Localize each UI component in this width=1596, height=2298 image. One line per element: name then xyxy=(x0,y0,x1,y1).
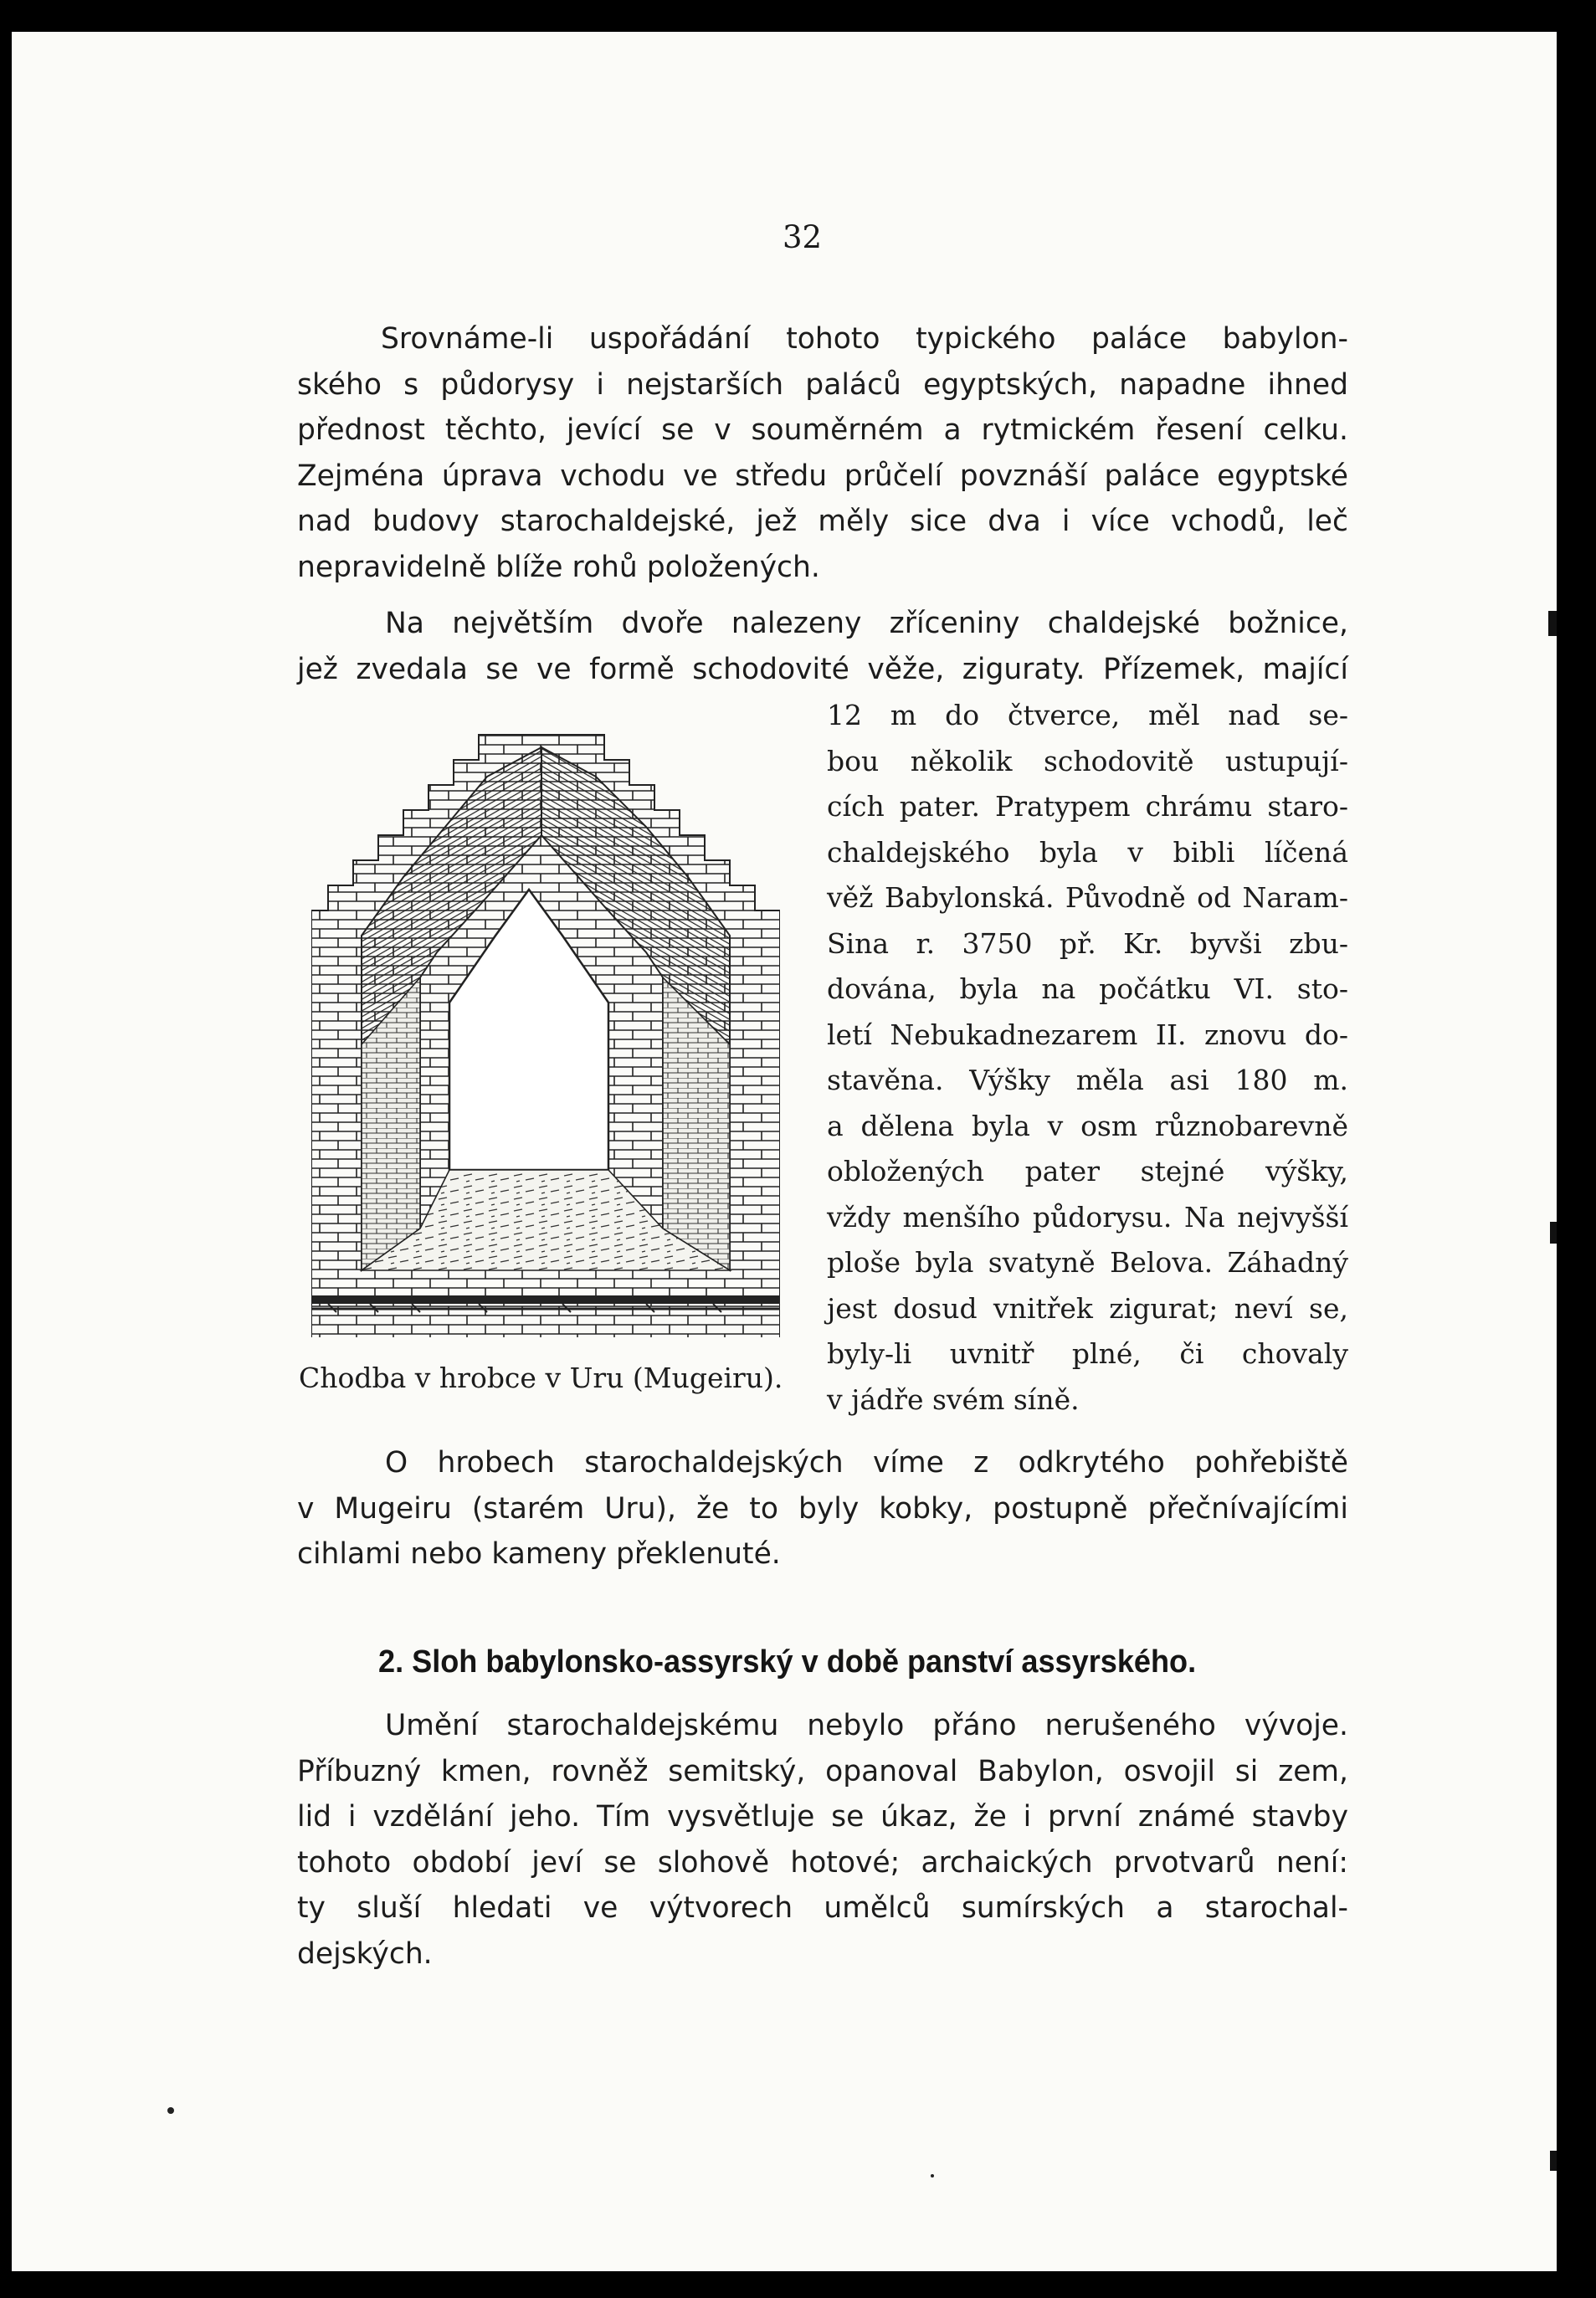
text-line: jež zvedala se ve formě schodovité věže, ziguraty. Přízemek, mající xyxy=(297,652,1348,686)
paragraph-ziggurat-side-column xyxy=(827,693,1348,1423)
scan-speck xyxy=(931,2174,934,2177)
text-line: cihlami nebo kameny překlenuté. xyxy=(297,1537,781,1571)
text-line: Zejména úprava vchodu ve středu průčelí povznáší paláce egyptské xyxy=(297,459,1348,493)
paragraph-palace-comparison xyxy=(297,316,1348,590)
text-line: v jádře svém síně. xyxy=(827,1382,1080,1416)
scan-edge-mark xyxy=(1550,2151,1557,2171)
text-line: tohoto období jeví se slohově hotové; archaických prvotvarů není: xyxy=(297,1845,1348,1880)
text-line: Umění starochaldejskému nebylo přáno nerušeného vývoje. xyxy=(385,1709,1348,1742)
text-line: Sina r. 3750 př. Kr. byvši zbu- xyxy=(827,926,1348,960)
paragraph-tombs xyxy=(297,1440,1348,1577)
text-line: jest dosud vnitřek zigurat; neví se, xyxy=(827,1291,1348,1325)
figure-caption: Chodba v hrobce v Uru (Mugeiru). xyxy=(299,1362,783,1394)
text-line: věž Babylonská. Původně od Naram- xyxy=(827,881,1348,914)
scan-edge-mark xyxy=(1550,1222,1557,1244)
page-number: 32 xyxy=(783,219,823,255)
text-line: O hrobech starochaldejských víme z odkrytého pohřebiště xyxy=(385,1446,1348,1480)
text-line: obložených pater stejné výšky, xyxy=(827,1155,1348,1187)
paragraph-babylonian-assyrian-style xyxy=(297,1703,1348,1977)
text-line: a dělena byla v osm různobarevně xyxy=(827,1109,1348,1142)
text-line: lid i vzdělání jeho. Tím vysvětluje se úkaz, že i první známé stavby xyxy=(297,1800,1348,1834)
text-line: dejských. xyxy=(297,1936,433,1971)
text-line: ty sluší hledati ve výtvorech umělců sumírských a starochal- xyxy=(297,1891,1348,1925)
text-line: nepravidelně blíže rohů položených. xyxy=(297,550,820,584)
text-line: v Mugeiru (starém Uru), že to byly kobky, postupně přečnívajícími xyxy=(297,1491,1348,1526)
text-line: ského s půdorysy i nejstarších paláců egyptských, napadne ihned xyxy=(297,367,1348,402)
section-heading: 2. Sloh babylonsko-assyrský v době panství assyrského. xyxy=(378,1644,1197,1680)
text-line: chaldejského byla v bibli líčená xyxy=(827,835,1348,869)
text-line: byly-li uvnitř plné, či chovaly xyxy=(827,1337,1348,1370)
text-line: Příbuzný kmen, rovněž semitský, opanoval Babylon, osvojil si zem, xyxy=(297,1754,1348,1788)
text-line: přednost těchto, jevící se v souměrném a rytmickém řesení celku. xyxy=(297,413,1348,447)
paragraph-ziggurat xyxy=(297,601,1348,692)
text-line: stavěna. Výšky měla asi 180 m. xyxy=(827,1064,1348,1096)
scan-speck xyxy=(167,2107,174,2114)
text-line: Srovnáme-li uspořádání tohoto typického paláce babylon- xyxy=(381,322,1348,356)
text-line: dována, byla na počátku VI. sto- xyxy=(827,972,1348,1005)
tomb-corridor-illustration xyxy=(311,726,780,1337)
text-line: ploše byla svatyně Belova. Záhadný xyxy=(827,1246,1348,1279)
text-line: nad budovy starochaldejské, jež měly sice dva i více vchodů, leč xyxy=(297,505,1348,538)
text-line: letí Nebukadnezarem II. znovu do- xyxy=(827,1018,1348,1051)
scan-edge-mark xyxy=(1548,611,1557,636)
text-line: 12 m do čtverce, měl nad se- xyxy=(827,699,1348,731)
text-line: bou několik schodovitě ustupují- xyxy=(827,744,1348,777)
text-line: vždy menšího půdorysu. Na nejvyšší xyxy=(827,1200,1348,1234)
text-line: cích pater. Pratypem chrámu staro- xyxy=(827,790,1348,823)
text-line: Na největším dvoře nalezeny zříceniny chaldejské božnice, xyxy=(385,607,1348,640)
